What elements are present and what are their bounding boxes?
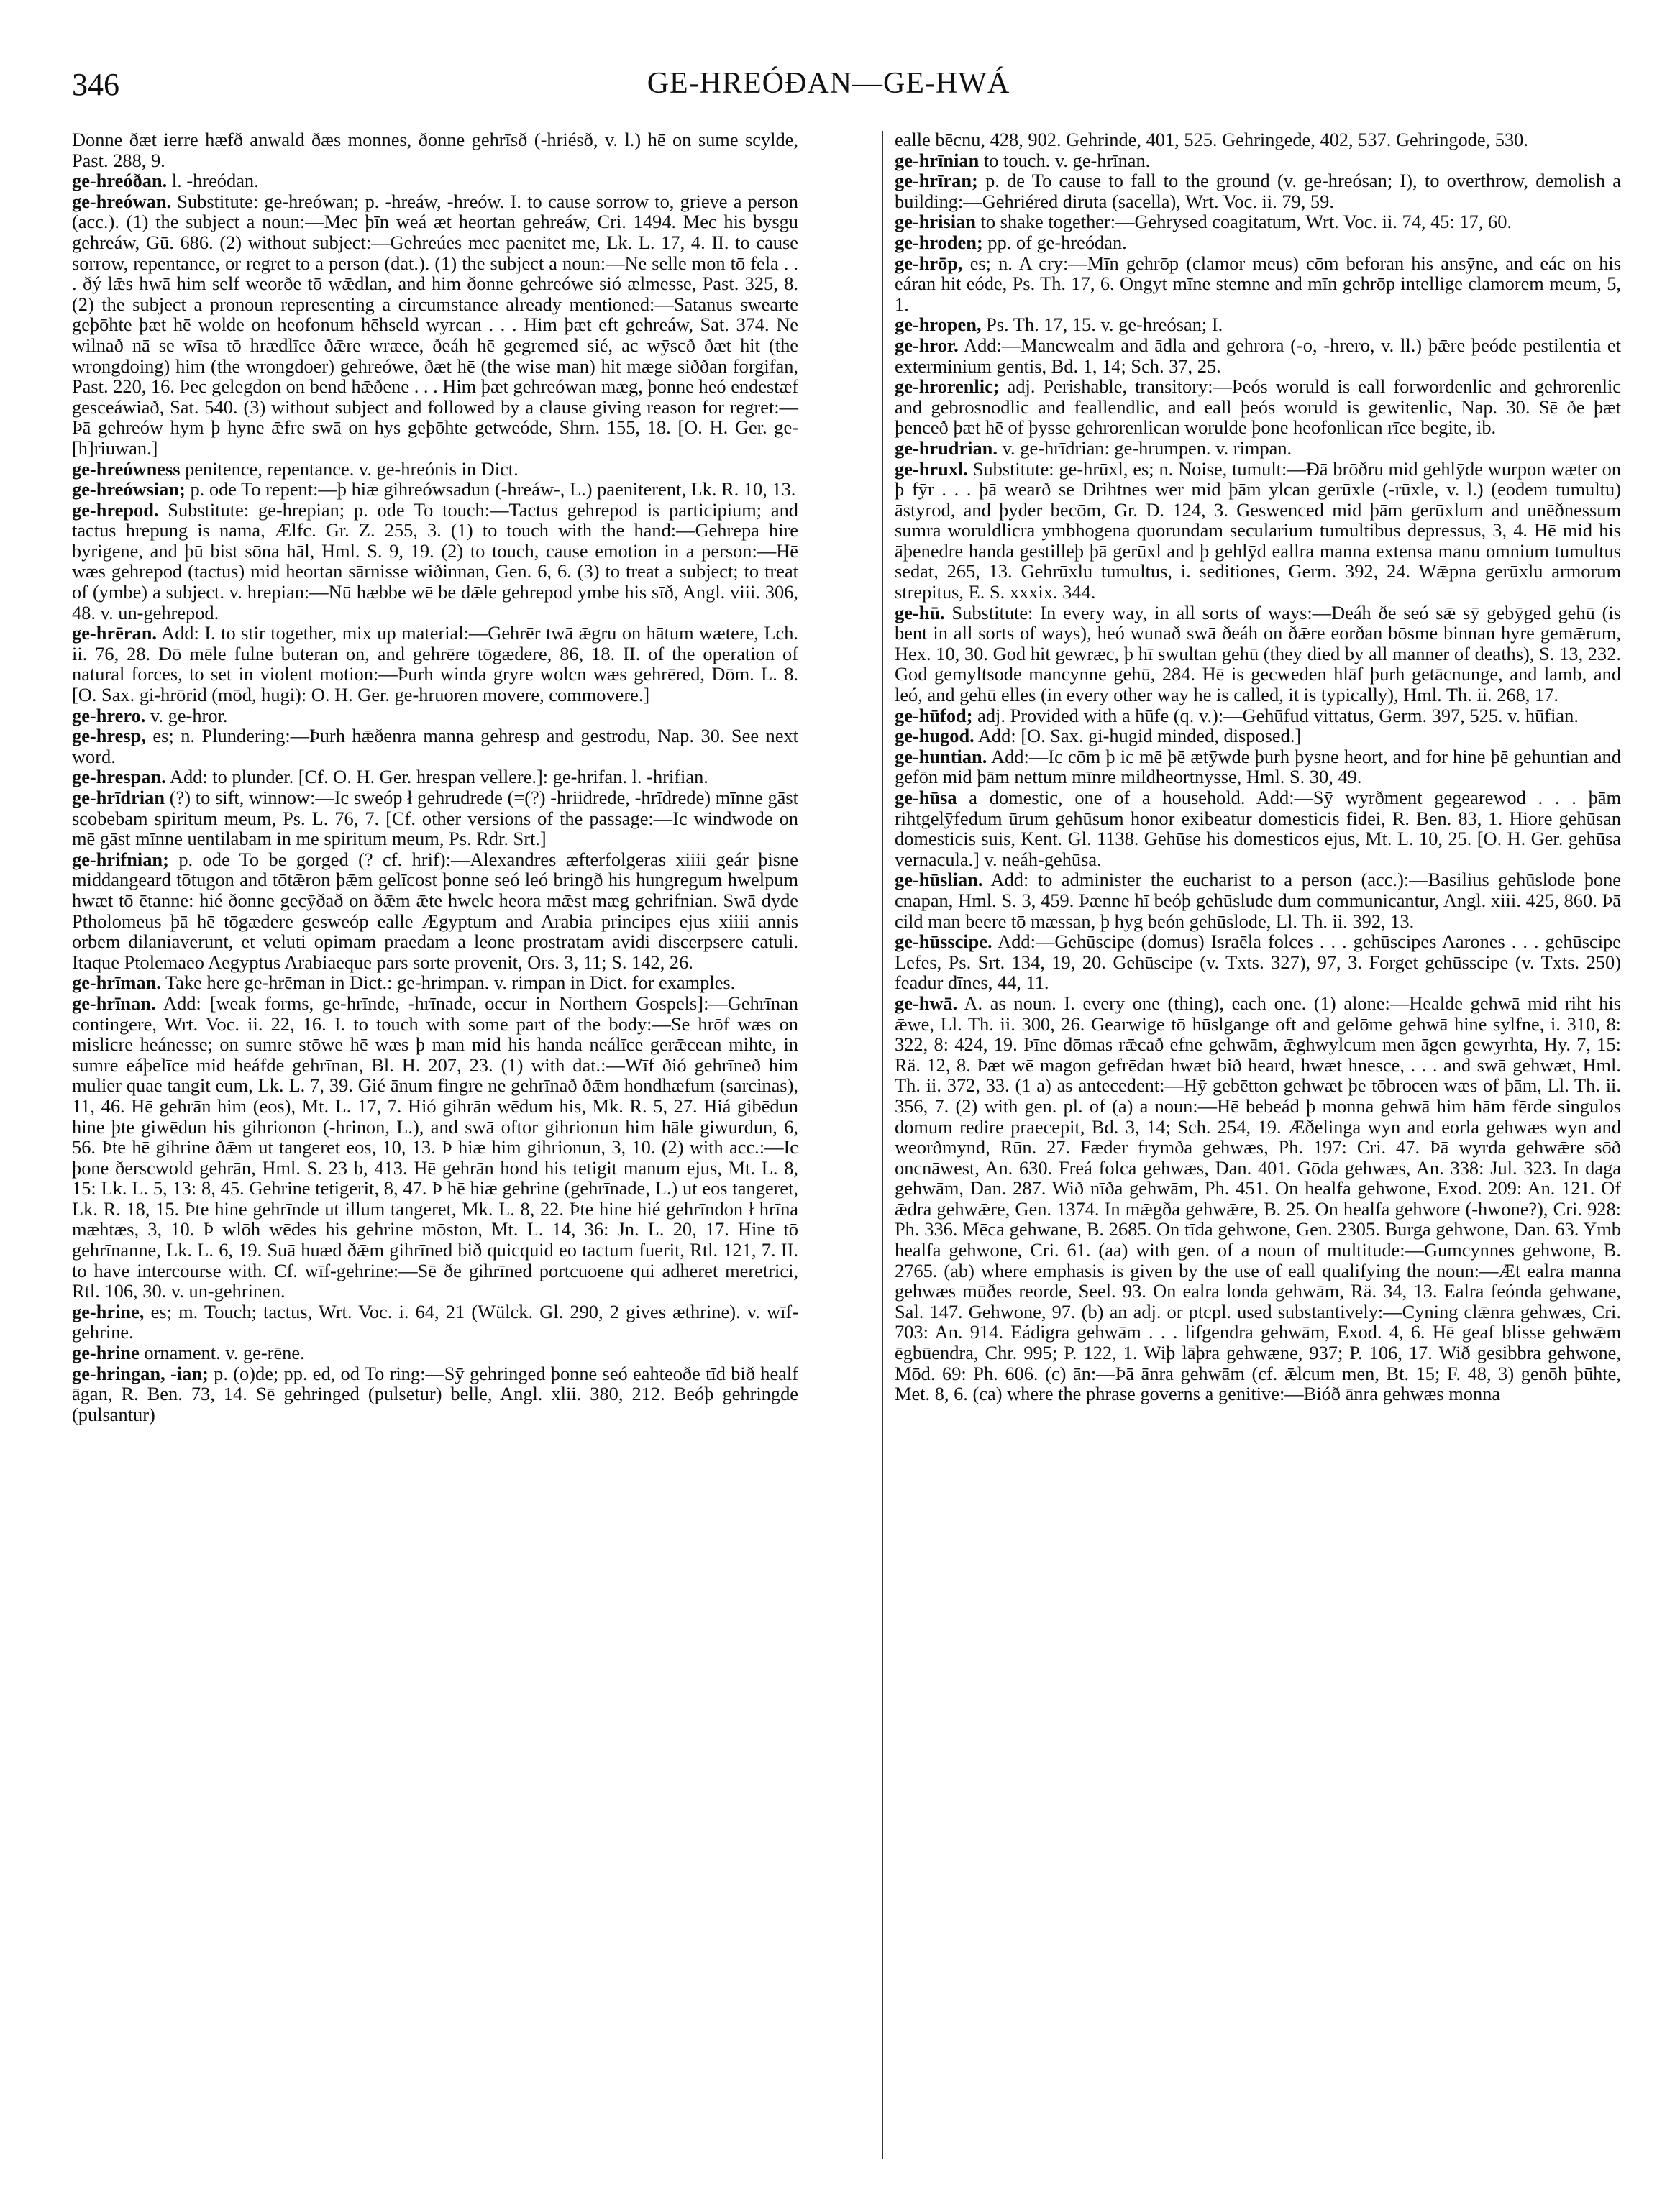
entry-body: Ps. Th. 17, 15. v. ge-hreósan; I. xyxy=(986,314,1223,336)
dictionary-entry xyxy=(895,335,1621,376)
entry-body: v. ge-hror. xyxy=(150,704,228,726)
dictionary-entry xyxy=(895,232,1621,253)
entry-headword: ge-hroden; xyxy=(895,231,983,253)
dictionary-entry xyxy=(895,211,1621,232)
entry-headword: ge-hrine, xyxy=(72,1300,145,1322)
entry-body: Substitute: ge-hrūxl, es; n. Noise, tumult:—Ðā brōðru mid gehlȳde wurpon wæter on þ fȳr . . . þā wearð se Drihtnes wer mid þām ylcan gerūxle (-rūxle, v. l.) (eodem tumultu) āstyrod, and þyder becōm, Gr. D. 124, 3. Geswenced mid þām gerūxlum and unēðnessum sumra woruldlicra ymbhogena quorundam secularium tumultibus depressus, 3, 4. Hē mid his āþenedre handa gestilleþ þā gerūxl and þ gehlȳd eallra manna extensa manu omnium tumultus sedat, 265, 13. Gehrūxlu tumultus, i. seditiones, Germ. 392, 24. Wǣpna gerūxlu armorum strepitus, E. S. xxxix. 344. xyxy=(895,457,1621,603)
dictionary-entry xyxy=(895,746,1621,787)
entry-body: Add:—Ic cōm þ ic mē þē ætȳwde þurh þysne heort, and for hine þē gehuntian and gefōn mid þām nettum mīnre mildheortnysse, Hml. S. 30, 49. xyxy=(895,745,1621,788)
dictionary-entry xyxy=(72,972,798,993)
entry-headword: ge-hrero. xyxy=(72,704,146,726)
entry-body: to touch. v. ge-hrīnan. xyxy=(983,149,1151,171)
dictionary-entry xyxy=(895,438,1621,459)
dictionary-entry xyxy=(72,1302,798,1343)
running-head: GE-HREÓÐAN—GE-HWÁ xyxy=(647,67,1010,100)
entry-body: es; n. Plundering:—Þurh hǣðenra manna gehresp and gestrodu, Nap. 30. See next word. xyxy=(72,725,798,767)
entry-body: Add: [weak forms, ge-hrīnde, -hrīnade, occur in Northern Gospels]:—Gehrīnan contingere, Wrt. Voc. ii. 22, 16. I. to touch with some part of the body:—Se hrōf wæs on mislicre heánesse; on sumre stōwe hē wæs þ man mid his handa neálīce gerǣcean mihte, in sumre eáþelīce mid heáfde gehrīnan, Bl. H. 207, 23. (1) with dat.:—Wīf ðió gehrīneð him mulier quae tangit eum, Lk. L. 7, 39. Gié ānum fingre ne gehrīnað ðǣm hondhæfum (sarcinas), 11, 46. Hē gehrān him (eos), Mt. L. 17, 7. Hió gihrān wēdum his, Mk. R. 5, 27. Hiá gibēdun hine þte giwēdun his gihrionon (-hrinon, L.), and swā oftor gihrionun him hāle giwurdun, 6, 56. Þte hē gihrine ðǣm ut tangeret eos, 10, 13. Þ hiæ him gihrionun, 3, 10. (2) with acc.:—Ic þone ðerscwold gehrān, Hml. S. 23 b, 413. Hē gehrān hond his tetigit manum ejus, Mt. L. 8, 15: Lk. L. 5, 13: 8, 45. Gehrine tetigerit, 8, 47. Þ hē hiæ gehrine (gehrīnade, L.) ut eos tangeret, Lk. R. 18, 15. Þte hine gehrīnde ut illum tangeret, Mk. L. 8, 22. Þte hine hié gehrīndon ł hrīna mæhtæs, 3, 10. Þ wlōh wēdes his gehrine mōston, Mt. L. 14, 36: Jn. L. 20, 17. Hine tō gehrīnanne, Lk. L. 6, 19. Suā huæd ðǣm gihrīned bið quicquid eo tactum fuerit, Rtl. 121, 7. II. to have intercourse with. Cf. wīf-gehrine:—Sē ðe gihrīned portcuoene qui adheret meretrici, Rtl. 106, 30. v. un-gehrinen. xyxy=(72,992,798,1302)
dictionary-entry xyxy=(72,849,798,973)
entry-headword: ge-hrīdrian xyxy=(72,787,165,808)
entry-headword: ge-hrespan. xyxy=(72,766,166,788)
entry-body: (?) to sift, winnow:—Ic sweóp ł gehrudrede (=(?) -hriidrede, -hrīdrede) mīnne gāst scobebam spiritum meum, Ps. L. 76, 7. [Cf. other versions of the passage:—Ic windwode on mē gāst mīnne uentilabam in me spiritum meum, Ps. Rdr. Srt.] xyxy=(72,787,798,850)
entry-headword: ge-hreówness xyxy=(72,457,181,480)
dictionary-entry xyxy=(72,767,798,787)
entry-headword: ge-hrine xyxy=(72,1342,140,1364)
entry-headword: ge-hwā. xyxy=(895,992,958,1014)
entry-body: l. -hreódan. xyxy=(171,170,259,192)
entry-headword: ge-hrōp, xyxy=(895,252,963,274)
column-divider xyxy=(882,131,883,2159)
entry-headword: ge-hrisian xyxy=(895,211,976,233)
entry-headword: ge-hruxl. xyxy=(895,457,968,480)
entry-body: p. (o)de; pp. ed, od To ring:—Sȳ gehringed þonne seó eahteoðe tīd bið healf āgan, R. Ben. 73, 14. Sē gehringed (pulsetur) belle, Angl. xlii. 380, 212. Beóþ gehringde (pulsantur) xyxy=(72,1362,798,1425)
entry-body: p. de To cause to fall to the ground (v. ge-hreósan; I), to overthrow, demolish a building:—Gehriéred diruta (sacella), Wrt. Voc. ii. 79, 59. xyxy=(895,170,1621,212)
entry-headword: ge-hūslian. xyxy=(895,869,983,891)
entry-headword: ge-hrīnan. xyxy=(72,992,156,1014)
dictionary-entry xyxy=(895,253,1621,315)
entry-body: Substitute: In every way, in all sorts of ways:—Ðeáh ðe seó sǣ sȳ gebȳged gehū (is bent in all sorts of ways), heó wunað swā ðeáh on ðǣre eorðan bōsme binnan hyre gemǣrum, Hex. 10, 30. God hit gewræc, þ hī swultan gehū (they died by all manner of deaths), S. 13, 232. God gemyltsode mancynne gehū, 284. Hē is gecweden hlāf þurh getācnunge, and lamb, and leó, and gehū elles (in every other way he is called, it is typically), Hml. Th. ii. 268, 17. xyxy=(895,601,1621,706)
dictionary-entry xyxy=(72,1343,798,1363)
entry-headword: ge-hugod. xyxy=(895,725,974,747)
entry-body: to shake together:—Gehrysed coagitatum, Wrt. Voc. ii. 74, 45: 17, 60. xyxy=(980,211,1512,233)
dictionary-entry xyxy=(895,869,1621,931)
entry-headword: ge-hreówsian; xyxy=(72,478,186,501)
dictionary-entry xyxy=(895,170,1621,211)
entry-headword: ge-hūsa xyxy=(895,787,957,808)
dictionary-entry xyxy=(895,603,1621,705)
entry-body: penitence, repentance. v. ge-hreónis in Dict. xyxy=(185,457,519,480)
entry-body: p. ode To be gorged (? cf. hrif):—Alexandres æfterfolgeras xiiii geár þisne middangeard tōtugon and tōtǣron þǣm gelīcost þonne seó leó bringð his hungregum hwelpum hwæt tō ētanne: hié ðonne gecȳðað on ðǣm ǣte hwelc heora mǣst mæg gehrifnian. Swā dyde Ptholomeus þā hē tōgædere gesweóp ealle Ægyptum and Arabia principes ejus xiiii annis orbem dilaniaverunt, et veluti opimam praedam a leone prostratam avidi discerpsere catuli. Itaque Ptolemaeo Aegyptus Arabiaeque pars sorte provenit, Ors. 3, 11; S. 142, 26. xyxy=(72,848,798,973)
entry-body: p. ode To repent:—þ hiæ gihreówsadun (-hreáw-, L.) paeniterent, Lk. R. 10, 13. xyxy=(190,478,796,501)
entry-headword: ge-hūfod; xyxy=(895,704,973,726)
entry-body: ornament. v. ge-rēne. xyxy=(144,1342,305,1364)
entry-headword: ge-hrifnian; xyxy=(72,848,169,870)
dictionary-entry xyxy=(72,1363,798,1425)
entry-headword: ge-hūsscipe. xyxy=(895,931,992,953)
entry-body: Add: to administer the eucharist to a person (acc.):—Basilius gehūslode þone cnapan, Hml. S. 3, 459. Þænne hī beóþ gehūslude dum communicantur, Angl. xiii. 425, 860. Þā cild man beere tō mæssan, þ hyg beón gehūslode, Ll. Th. ii. 392, 13. xyxy=(895,869,1621,932)
dictionary-entry xyxy=(72,500,798,623)
entry-body: Substitute: ge-hreówan; p. -hreáw, -hreów. I. to cause sorrow to, grieve a person (acc.). (1) the subject a noun:—Mec þīn weá æt heortan gehreáw, Cri. 1494. Mec his bysgu gehreáw, Gū. 686. (2) without subject:—Gehreúes mec paenitet me, Lk. L. 17, 4. II. to cause sorrow, repentance, or regret to a person (dat.). (1) the subject a noun:—Ne selle mon tō fela . . . ðý lǣs hwā him self weorðe tō wǣdlan, and him ðonne gehreówe sió ælmesse, Past. 325, 8. (2) the subject a pronoun representing a circumstance already mentioned:—Satanus swearte geþōhte þæt hē wolde on heofonum hēhseld wyrcan . . . Him þæt eft gehreáw, Sat. 374. Ne wilnað nā se wīsa tō hrædlīce ðǣre wræce, ðeáh hē gegremed sié, ac wȳscð ðæt hit (the wrongdoing) him (the wrongdoer) gehreówe, ðæt hē (the wise man) hit mæge siððan forgifan, Past. 220, 16. Þec gelegdon on bend hǣðene . . . Him þæt gehreówan mæg, þonne heó endestæf gesceáwiað, Sat. 540. (3) without subject and followed by a clause giving reason for regret:—Þā gehreów hym þ hyne ǣfre swā on hys geþōhte getweóde, Shrn. 155, 18. [O. H. Ger. ge-[h]riuwan.] xyxy=(72,190,799,459)
dictionary-entry xyxy=(895,931,1621,993)
entry-headword: ge-hū. xyxy=(895,601,945,623)
dictionary-entry xyxy=(895,459,1621,603)
dictionary-entry xyxy=(895,726,1621,746)
entry-body: Take here ge-hrēman in Dict.: ge-hrimpan. v. rimpan in Dict. for examples. xyxy=(165,972,736,994)
entry-body: Add:—Gehūscipe (domus) Israēla folces . . . gehūscipes Aarones . . . gehūscipe Lefes, Ps. Srt. 134, 19, 20. Gehūscipe (v. Txts. 327), 97, 3. Forget gehūsscipe (v. Txts. 250) feadur dīnes, 44, 11. xyxy=(895,931,1621,994)
entry-headword: ge-hreówan. xyxy=(72,190,172,212)
entry-headword: ge-hreóðan. xyxy=(72,170,168,192)
dictionary-entry xyxy=(895,376,1621,438)
entry-body: es; n. A cry:—Mīn gehrōp (clamor meus) cōm beforan his ansȳne, and eác on his eáran hit eóde, Ps. Th. 17, 6. Ongyt mīne stemne and mīn gehrōp intellige clamorem meum, 5, 1. xyxy=(895,252,1621,315)
entry-headword: ge-hrudrian. xyxy=(895,437,998,459)
entry-body: Substitute: ge-hrepian; p. ode To touch:—Tactus gehrepod is participium; and tactus hrepung is nama, Ælfc. Gr. Z. 255, 3. (1) to touch with the hand:—Gehrepa hire byrigene, and þū bist sōna hāl, Hml. S. 9, 19. (2) to touch, cause emotion in a person:—Hē wæs gehrepod (tactus) mid heortan sārnisse wiðinnan, Gen. 6, 6. (3) to treat a subject; to treat of (ymbe) a subject. v. hrepian:—Nū hæbbe wē be dǣle gehrepod ymbe his sīð, Angl. viii. 306, 48. v. un-gehrepod. xyxy=(72,498,798,623)
dictionary-entry xyxy=(72,191,798,459)
dictionary-entry xyxy=(72,459,798,480)
entry-headword: ge-hrēran. xyxy=(72,622,157,644)
dictionary-entry xyxy=(895,993,1621,1404)
dictionary-entry xyxy=(72,129,798,170)
page-number: 346 xyxy=(72,67,119,102)
entry-headword: ge-hresp, xyxy=(72,725,146,747)
entry-body: A. as noun. I. every one (thing), each one. (1) alone:—Healde gehwā mid riht his ǣwe, Ll. Th. ii. 300, 26. Gearwige tō hūslgange oft and gelōme gehwā hine sylfne, i. 310, 8: 322, 8: 424, 19. Þīne dōmas rǣcað efne gehwām, ǣghwylcum men āgen gewyrhta, Hy. 7, 15: Rä. 12, 8. Þæt wē magon gefrēdan hwæt bið heard, hwæt hnesce, . . . and swā gehwæt, Hml. Th. ii. 372, 33. (1 a) as antecedent:—Hȳ gebētton gehwæt þe tōbrocen wæs of þām, Ll. Th. ii. 356, 7. (2) with gen. pl. of (a) a noun:—Hē bebeád þ monna gehwā him hām fērde singulos domum redire praecepit, Bd. 3, 14; Sch. 254, 19. Æðelinga wyn and eorla gehwæs wyn and weorðmynd, Rūn. 27. Fæder frymða gehwæs, Ph. 197: Cri. 47. Þā wyrda gehwǣre sōð oncnāwest, An. 630. Freá folca gehwæs, Dan. 401. Gōda gehwæs, An. 338: Jul. 323. In daga gehwām, Dan. 287. Wið nīða gehwām, Ph. 451. On healfa gehwone, Exod. 209: An. 121. Of ǣdra gehwǣre, Gen. 1374. In mǣgða gehwǣre, B. 25. On healfa gehwore (-hwone?), Cri. 928: Ph. 336. Mēca gehwane, B. 2685. On tīda gehwone, Gen. 2305. Burga gehwone, Dan. 63. Ymb healfa gehwone, Cri. 61. (aa) with gen. of a noun of multitude:—Gumcynnes gehwone, B. 2765. (ab) where emphasis is given by the use of eall qualifying the noun:—Æt ealra manna gehwæs mūðes reorde, Seel. 93. On ealra londa gehwām, Rä. 34, 13. Ealra feónda gehwane, Sal. 147. Gehwone, 97. (b) an adj. or ptcpl. used substantively:—Cyning clǣnra gehwæs, Cri. 703: An. 914. Eádigra gehwām . . . lifgendra gehwām, Exod. 4, 6. Hē geaf blisse gehwǣm ēgbūendra, Chr. 995; P. 122, 1. Wiþ lāþra gehwæne, 937; P. 106, 17. Wið gesibbra gehwone, Mōd. 69: Ph. 606. (c) ān:—Þā ānra gehwām (cf. ǣlcum men, Bt. 15; F. 48, 3) genōh þūhte, Met. 8, 6. (ca) where the phrase governs a genitive:—Bióð ānra gehwæs monna xyxy=(895,992,1621,1405)
dictionary-entry xyxy=(895,150,1621,171)
entry-body: ealle bēcnu, 428, 902. Gehrinde, 401, 525. Gehringede, 402, 537. Gehringode, 530. xyxy=(895,129,1528,150)
entry-body: Add: to plunder. [Cf. O. H. Ger. hrespan vellere.]: ge-hrifan. l. -hrifian. xyxy=(169,766,708,788)
entry-headword: ge-hrīran; xyxy=(895,170,978,192)
entry-headword: ge-hrīman. xyxy=(72,972,161,994)
entry-headword: ge-hror. xyxy=(895,334,959,356)
entry-headword: ge-huntian. xyxy=(895,745,987,767)
entry-body: v. ge-hrīdrian: ge-hrumpen. v. rimpan. xyxy=(1002,437,1292,459)
dictionary-entry xyxy=(72,726,798,767)
entry-headword: ge-hrīnian xyxy=(895,149,980,171)
dictionary-entry xyxy=(72,705,798,726)
entry-body: Ðonne ðæt ierre hæfð anwald ðæs monnes, ðonne gehrīsð (-hriésð, v. l.) hē on sume scylde, Past. 288, 9. xyxy=(72,129,798,171)
dictionary-entry xyxy=(72,479,798,500)
entry-body: Add: I. to stir together, mix up material:—Gehrēr twā ǣgru on hātum wætere, Lch. ii. 76, 28. Dō mēle fulne buteran on, and gehrēre tōgædere, 86, 18. II. of the operation of natural forces, to set in violent motion:—Þurh winda gryre wolcn wæs gehrēred, Dōm. L. 8. [O. Sax. gi-hrōrid (mōd, hugi): O. H. Ger. ge-hruoren movere, commovere.] xyxy=(72,622,798,706)
dictionary-entry xyxy=(72,993,798,1302)
entry-headword: ge-hringan, -ian; xyxy=(72,1362,209,1384)
dictionary-entry xyxy=(72,787,798,849)
dictionary-entry xyxy=(895,787,1621,869)
entry-headword: ge-hropen, xyxy=(895,314,982,336)
entry-body: es; m. Touch; tactus, Wrt. Voc. i. 64, 21 (Wülck. Gl. 290, 2 gives æthrine). v. wīf-gehrine. xyxy=(72,1300,798,1343)
entry-headword: ge-hrepod. xyxy=(72,498,159,521)
dictionary-entry xyxy=(895,314,1621,335)
entry-body: pp. of ge-hreódan. xyxy=(987,231,1127,253)
entry-headword: ge-hrorenlic; xyxy=(895,375,1000,398)
dictionary-entry xyxy=(72,170,798,191)
entry-body: Add:—Mancwealm and ādla and gehrora (-o, -hrero, v. ll.) þǣre þeóde pestilentia et exterminium gentis, Bd. 1, 14; Sch. 37, 25. xyxy=(895,334,1621,377)
left-column xyxy=(72,129,798,1425)
dictionary-entry xyxy=(895,129,1621,150)
page-header xyxy=(72,66,1585,109)
right-column xyxy=(895,129,1621,1404)
dictionary-entry xyxy=(72,623,798,705)
entry-body: Add: [O. Sax. gi-hugid minded, disposed.] xyxy=(977,725,1302,747)
dictionary-entry xyxy=(895,705,1621,726)
entry-body: a domestic, one of a household. Add:—Sȳ wyrðment gegearewod . . . þām rihtgelȳfedum ūrum gehūsum honor exibeatur domesticis fidei, R. Ben. 83, 1. Hiore gehūsan domesticis suis, Kent. Gl. 1138. Gehūse his domesticos ejus, Mt. L. 10, 25. [O. H. Ger. gehūsa vernacula.] v. neáh-gehūsa. xyxy=(895,787,1621,870)
entry-body: adj. Perishable, transitory:—Þeós woruld is eall forwordenlic and gehrorenlic and gebrosnodlic and feallendlic, and eall þeós woruld is gewitenlic, Nap. 30. Sē ðe þæt þenceð þæt hē of þysse gehrorenlican worulde þone heofonlican rīce begite, ib. xyxy=(895,375,1621,439)
entry-body: adj. Provided with a hūfe (q. v.):—Gehūfud vittatus, Germ. 397, 525. v. hūfian. xyxy=(977,704,1579,726)
